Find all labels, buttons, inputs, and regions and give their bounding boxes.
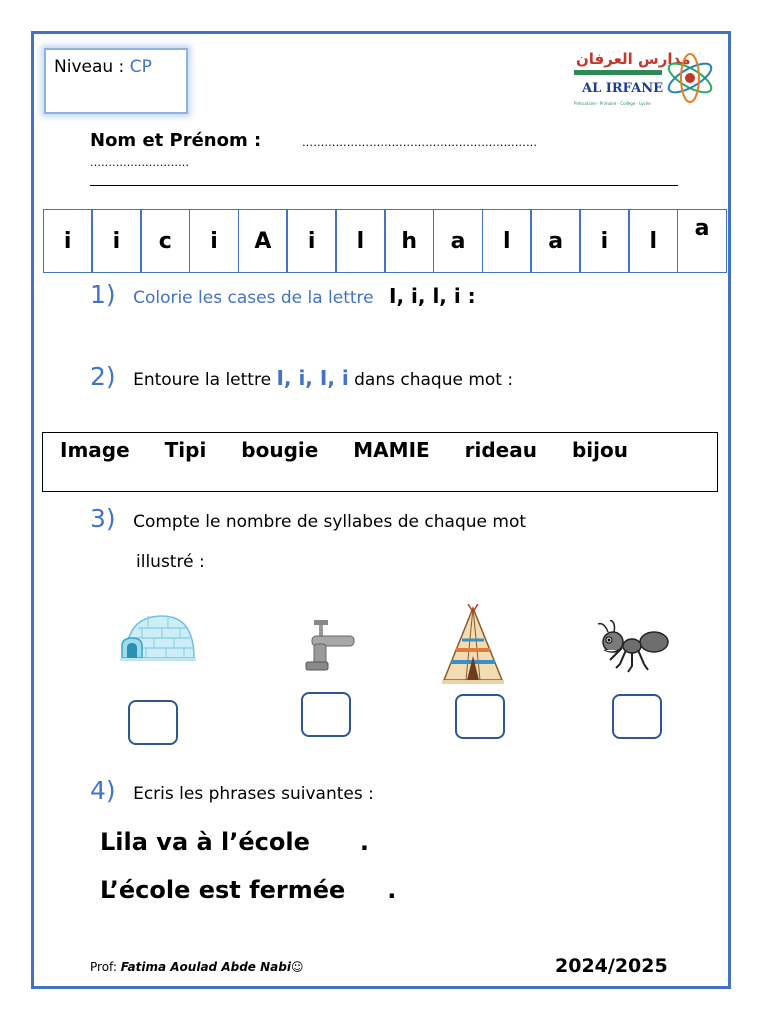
word-item[interactable]: Tipi (164, 438, 207, 462)
level-value: CP (129, 57, 152, 77)
name-dots-line-2: ……………………… (90, 156, 189, 169)
question-2-letters: I, i, I, i (276, 366, 349, 390)
letter-cell[interactable]: i (579, 209, 629, 273)
igloo-icon (118, 608, 198, 664)
letter-cell[interactable]: c (140, 209, 190, 273)
school-logo (572, 44, 722, 110)
question-1 (90, 280, 476, 309)
question-1-letters: I, i, l, i : (389, 284, 476, 308)
teepee-icon (440, 604, 506, 688)
question-4-number: 4) (90, 776, 116, 805)
question-3-text: Compte le nombre de syllabes de chaque mot (133, 512, 527, 532)
syllable-box[interactable] (612, 694, 662, 739)
letter-cell[interactable]: A (238, 209, 288, 273)
syllable-box[interactable] (455, 694, 505, 739)
question-2 (90, 362, 513, 391)
letter-cell[interactable]: i (189, 209, 239, 273)
word-item[interactable]: rideau (464, 438, 537, 462)
question-2-text: Entoure la lettre (133, 370, 272, 390)
letter-cell[interactable]: a (530, 209, 580, 273)
question-3-number: 3) (90, 504, 116, 533)
school-year: 2024/2025 (555, 955, 668, 977)
logo-arabic-text: مدارس العرفان (576, 50, 691, 68)
letter-cell[interactable]: i (43, 209, 93, 273)
logo-subtext: Préscolaire - Primaire - Collège - Lycée (574, 101, 651, 106)
sentence-1: Lila va à l’école . (100, 828, 370, 856)
faucet-icon (300, 618, 356, 674)
syllable-box[interactable] (128, 700, 178, 745)
letter-cell[interactable]: a (677, 209, 727, 273)
letter-cell[interactable]: i (286, 209, 336, 273)
word-item[interactable]: bougie (241, 438, 319, 462)
level-box (44, 48, 188, 114)
question-2-text-after: dans chaque mot : (354, 370, 514, 390)
smiley-icon: ☺ (290, 960, 304, 974)
letter-cell[interactable]: a (433, 209, 483, 273)
sentence-2: L’école est fermée . (100, 876, 397, 904)
word-item[interactable]: Image (60, 438, 130, 462)
letter-cell[interactable]: i (91, 209, 141, 273)
syllable-box[interactable] (301, 692, 351, 737)
word-item[interactable]: MAMIE (353, 438, 430, 462)
question-4-text: Ecris les phrases suivantes : (133, 784, 374, 804)
question-1-text: Colorie les cases de la lettre (133, 288, 374, 308)
question-3 (90, 506, 526, 531)
question-3-text-line-2: illustré : (136, 552, 205, 572)
question-2-number: 2) (90, 362, 116, 391)
letter-cell[interactable]: l (628, 209, 678, 273)
name-label: Nom et Prénom : (90, 130, 262, 151)
question-1-number: 1) (90, 280, 116, 309)
question-4 (90, 776, 374, 805)
letter-cell[interactable]: l (335, 209, 385, 273)
name-underline (90, 185, 678, 186)
ant-icon (596, 620, 670, 676)
teacher-credit (90, 960, 303, 974)
prof-name: Fatima Aoulad Abde Nabi (120, 960, 291, 974)
letter-cell[interactable]: l (482, 209, 532, 273)
word-list (60, 438, 656, 462)
level-label: Niveau : (54, 57, 125, 77)
prof-label: Prof: (90, 960, 117, 974)
letter-cell[interactable]: h (384, 209, 434, 273)
logo-latin-text: AL IRFANE (582, 81, 663, 96)
name-dots-line-1: ……………………………………………………… (302, 136, 538, 149)
letter-grid (44, 209, 727, 273)
word-item[interactable]: bijou (571, 438, 628, 462)
